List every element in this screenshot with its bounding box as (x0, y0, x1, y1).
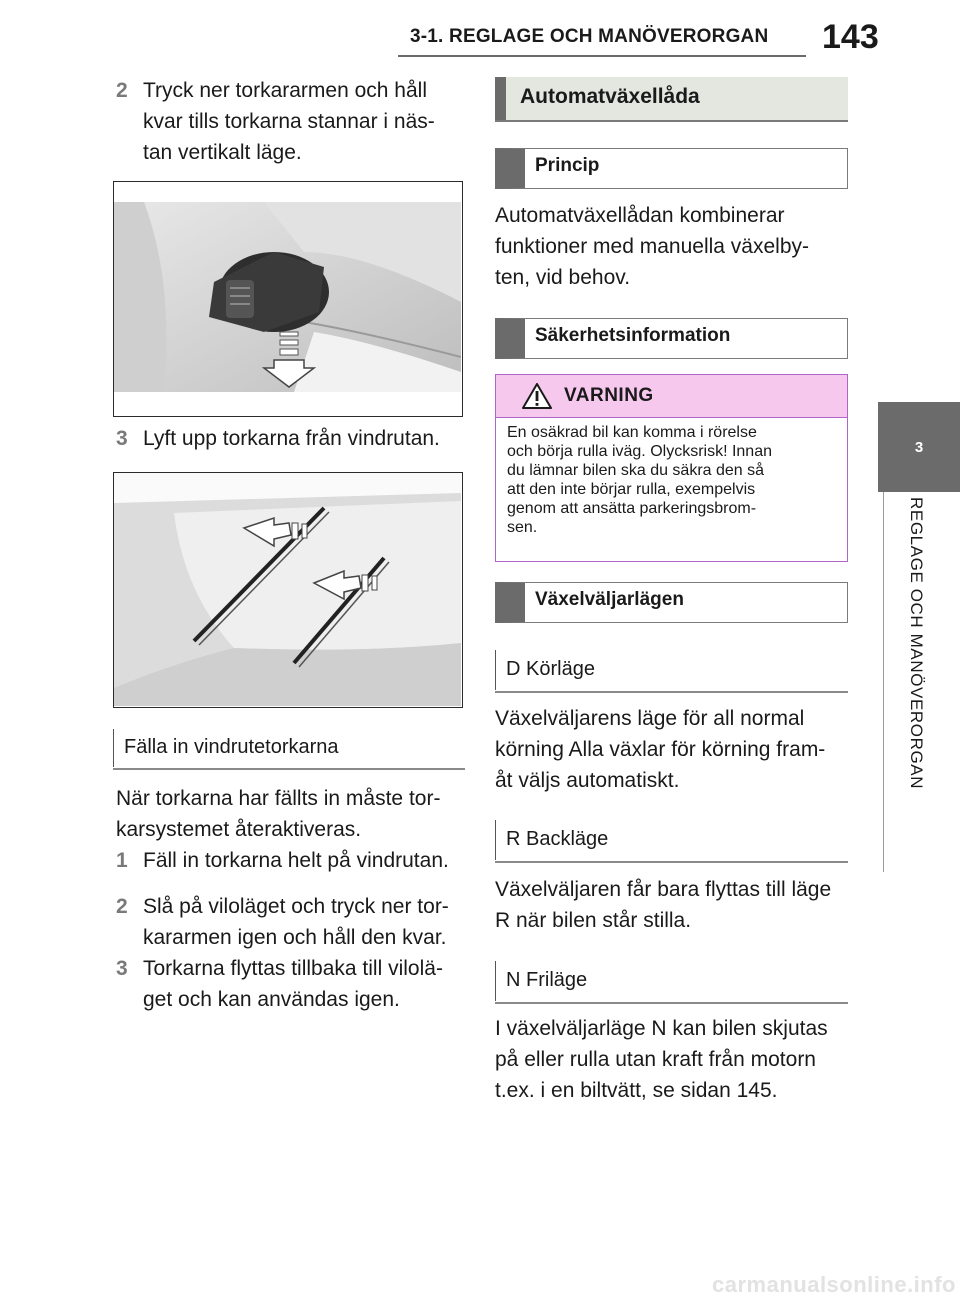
watermark: carmanualsonline.info (712, 1272, 956, 1297)
warning-box (495, 374, 848, 562)
step-number: 2 (116, 895, 128, 918)
heading-principle: Princip (495, 148, 848, 189)
step-text-line: Tryck ner torkararmen och håll (143, 79, 427, 102)
subheading-rule (495, 691, 848, 693)
fold-step-2 (116, 891, 473, 953)
step-text-line: kvar tills torkarna stannar i näs- (143, 110, 435, 133)
principle-line: Automatväxellådan kombinerar (495, 204, 785, 227)
fold-in-intro (116, 783, 466, 845)
step-text-line: Lyft upp torkarna från vindrutan. (143, 427, 440, 450)
reverse-line: R när bilen står stilla. (495, 909, 692, 932)
warning-line: du lämnar bilen ska du säkra den så (507, 462, 765, 479)
intro-line: När torkarna har fällts in måste tor- (116, 787, 441, 810)
subheading-rule (113, 768, 465, 770)
chapter-tab (878, 402, 960, 492)
warning-triangle-icon (522, 383, 552, 409)
subheading-reverse: R Backläge (495, 820, 848, 860)
windshield-wipers-illustration (114, 473, 461, 706)
warning-body (496, 418, 847, 542)
section-header-automatic-gearbox: Automatväxellåda (495, 77, 848, 120)
warning-header (496, 375, 847, 418)
wiper-stalk-illustration (114, 182, 461, 415)
step-number: 3 (116, 957, 128, 980)
step-text-line: Fäll in torkarna helt på vindrutan. (143, 849, 449, 872)
chapter-title-vertical: REGLAGE OCH MANÖVERORGAN (907, 497, 926, 790)
warning-line: genom att ansätta parkeringsbrom- (507, 500, 757, 517)
figure-wipers-on-windshield (113, 472, 463, 708)
principle-text (495, 200, 850, 293)
intro-line: karsystemet återaktiveras. (116, 818, 362, 841)
page-number: 143 (822, 18, 879, 56)
drive-text (495, 703, 850, 796)
step-text-line: Torkarna flyttas tillbaka till vilolä- (143, 957, 443, 980)
step-text-line: kararmen igen och håll den kvar. (143, 926, 447, 949)
warning-line: sen. (507, 519, 538, 536)
drive-line: åt väljs automatiskt. (495, 769, 680, 792)
drive-line: Växelväljarens läge för all normal (495, 707, 805, 730)
neutral-line: I växelväljarläge N kan bilen skjutas (495, 1017, 828, 1040)
step-number: 3 (116, 427, 128, 450)
warning-line: En osäkrad bil kan komma i rörelse (507, 424, 757, 441)
step-text-line: tan vertikalt läge. (143, 141, 302, 164)
step-text-line: get och kan användas igen. (143, 988, 400, 1011)
chapter-tab-line (883, 492, 884, 872)
heading-gear-positions: Växelväljarlägen (495, 582, 848, 623)
fold-step-3 (116, 953, 473, 1015)
step-number: 2 (116, 79, 128, 102)
header-rule (398, 55, 806, 57)
fold-step-1 (116, 845, 473, 876)
section-header-rule (495, 120, 848, 122)
step-number: 1 (116, 849, 128, 872)
subheading-rule (495, 861, 848, 863)
neutral-line: på eller rulla utan kraft från motorn (495, 1048, 816, 1071)
subheading-rule (495, 1002, 848, 1004)
neutral-text (495, 1013, 850, 1106)
step-text-line: Slå på viloläget och tryck ner tor- (143, 895, 449, 918)
step-3-lift-wipers (116, 423, 473, 454)
warning-title: VARNING (564, 385, 654, 406)
subheading-drive: D Körläge (495, 650, 848, 690)
reverse-line: Växelväljaren får bara flyttas till läge (495, 878, 832, 901)
neutral-line: t.ex. i en biltvätt, se sidan 145. (495, 1079, 778, 1102)
heading-safety-information: Säkerhetsinformation (495, 318, 848, 359)
step-2-wiper-down (116, 75, 473, 168)
running-header-title: 3-1. REGLAGE OCH MANÖVERORGAN (410, 26, 769, 47)
chapter-number: 3 (914, 438, 924, 456)
subheading-fold-in-wipers: Fälla in vindrutetorkarna (113, 729, 465, 767)
drive-line: körning Alla växlar för körning fram- (495, 738, 826, 761)
principle-line: ten, vid behov. (495, 266, 631, 289)
figure-wiper-stalk (113, 181, 463, 417)
subheading-neutral: N Friläge (495, 961, 848, 1001)
warning-line: och börja rulla iväg. Olycksrisk! Innan (507, 443, 772, 460)
reverse-text (495, 874, 850, 936)
warning-line: att den inte börjar rulla, exempelvis (507, 481, 756, 498)
principle-line: funktioner med manuella växelby- (495, 235, 809, 258)
